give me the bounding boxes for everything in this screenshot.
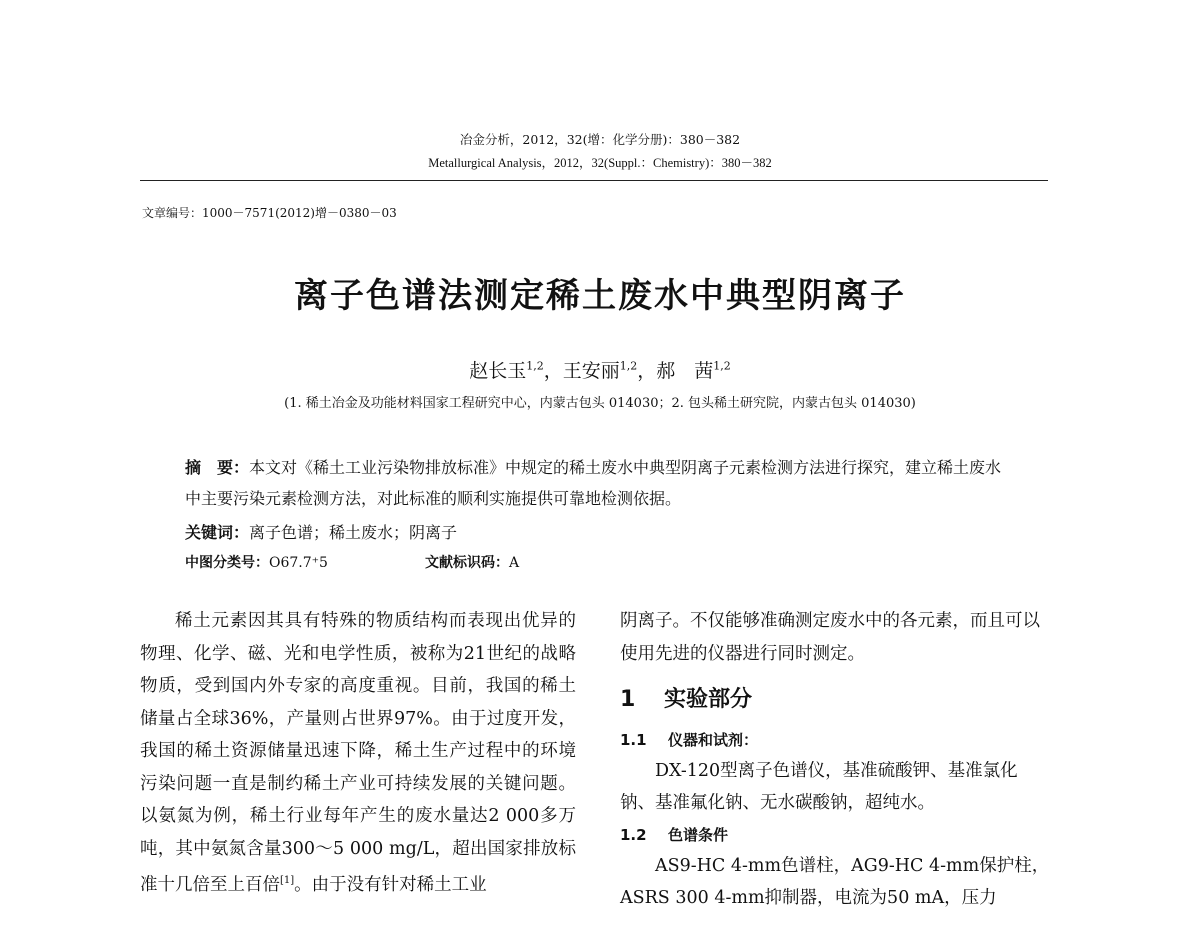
body-right-column — [620, 605, 1050, 915]
author-name: 王安丽 — [562, 360, 620, 382]
classification-number — [185, 552, 328, 572]
affiliation: (1. 稀土冶金及功能材料国家工程研究中心，内蒙古包头 014030；2. 包头稀土研究院，内蒙古包头 014030) — [284, 396, 916, 411]
subsection-title: 仪器和试剂： — [668, 730, 759, 749]
subsection-title: 色谱条件 — [668, 825, 729, 844]
keywords-text: 离子色谱；稀土废水；阴离子 — [249, 523, 458, 542]
article-number: 文章编号：1000－7571(2012)增－0380－03 — [142, 206, 397, 220]
author-name: 赵长玉 — [469, 360, 527, 382]
author-name: 郝 茜 — [656, 360, 714, 382]
abstract-label: 摘 要： — [185, 458, 250, 477]
subsection-number: 1.2 — [620, 825, 647, 844]
intro-paragraph — [140, 605, 576, 901]
author-separator: ， — [543, 360, 563, 382]
citation-ref: [1] — [280, 875, 295, 886]
journal-header-en: Metallurgical Analysis，2012，32(Suppl.：Chemistry)：380－382 — [428, 156, 772, 170]
subsection-number: 1.1 — [620, 730, 647, 749]
subsection-heading-1-1 — [620, 725, 1050, 755]
body-left-column — [140, 605, 576, 901]
section-heading-1 — [620, 684, 1050, 717]
keywords — [185, 520, 457, 543]
abstract — [185, 452, 1015, 514]
abstract-text: 本文对《稀土工业污染物排放标准》中规定的稀土废水中典型阴离子元素检测方法进行探究，建立稀土废水中主要污染元素检测方法，对此标准的顺利实施提供可靠地检测依据。 — [185, 458, 1002, 508]
keywords-label: 关键词： — [185, 523, 250, 542]
paper-title: 离子色谱法测定稀土废水中典型阴离子 — [294, 276, 906, 316]
header-rule — [140, 180, 1048, 181]
instruments-paragraph: DX-120型离子色谱仪，基准硫酸钾、基准氯化钠、基准氟化钠、无水碳酸钠，超纯水。 — [620, 760, 1018, 813]
document-code-value: A — [509, 555, 520, 571]
document-code-label: 文献标识码： — [425, 555, 509, 571]
classification-value: O67.7⁺5 — [269, 555, 328, 571]
document-code — [425, 552, 519, 572]
classification-label: 中图分类号： — [185, 555, 269, 571]
author-affiliation-mark: 1,2 — [713, 359, 731, 373]
continuation-paragraph: 阴离子。不仅能够准确测定废水中的各元素，而且可以使用先进的仪器进行同时测定。 — [620, 611, 1040, 664]
author-affiliation-mark: 1,2 — [526, 359, 544, 373]
author-separator: ， — [637, 360, 657, 382]
section-title: 实验部分 — [664, 687, 753, 712]
section-number: 1 — [620, 687, 636, 712]
author-affiliation-mark: 1,2 — [619, 359, 638, 373]
author-list — [0, 356, 1200, 383]
journal-header-cn: 冶金分析，2012，32(增：化学分册)：380－382 — [459, 132, 741, 147]
intro-text-continued: 。由于没有针对稀土工业 — [294, 874, 487, 895]
intro-text: 稀土元素因其具有特殊的物质结构而表现出优异的物理、化学、磁、光和电学性质，被称为21世纪的战略物质，受到国内外专家的高度重视。目前，我国的稀土储量占全球36%，产量则占世界97%。由于过度开发，我国的稀土资源储量迅速下降，稀土生产过程中的环境污染问题一直是制约稀土产业可持续发展的关键问题。以氨氮为例，稀土行业每年产生的废水量达2 000多万吨，其中氨氮含量300～5 000 mg/L，超出国家排放标准十几倍至上百倍 — [140, 611, 576, 895]
conditions-paragraph: AS9-HC 4-mm色谱柱，AG9-HC 4-mm保护柱，ASRS 300 4-mm抑制器，电流为50 mA，压力 — [620, 855, 1050, 908]
subsection-heading-1-2 — [620, 820, 1050, 850]
